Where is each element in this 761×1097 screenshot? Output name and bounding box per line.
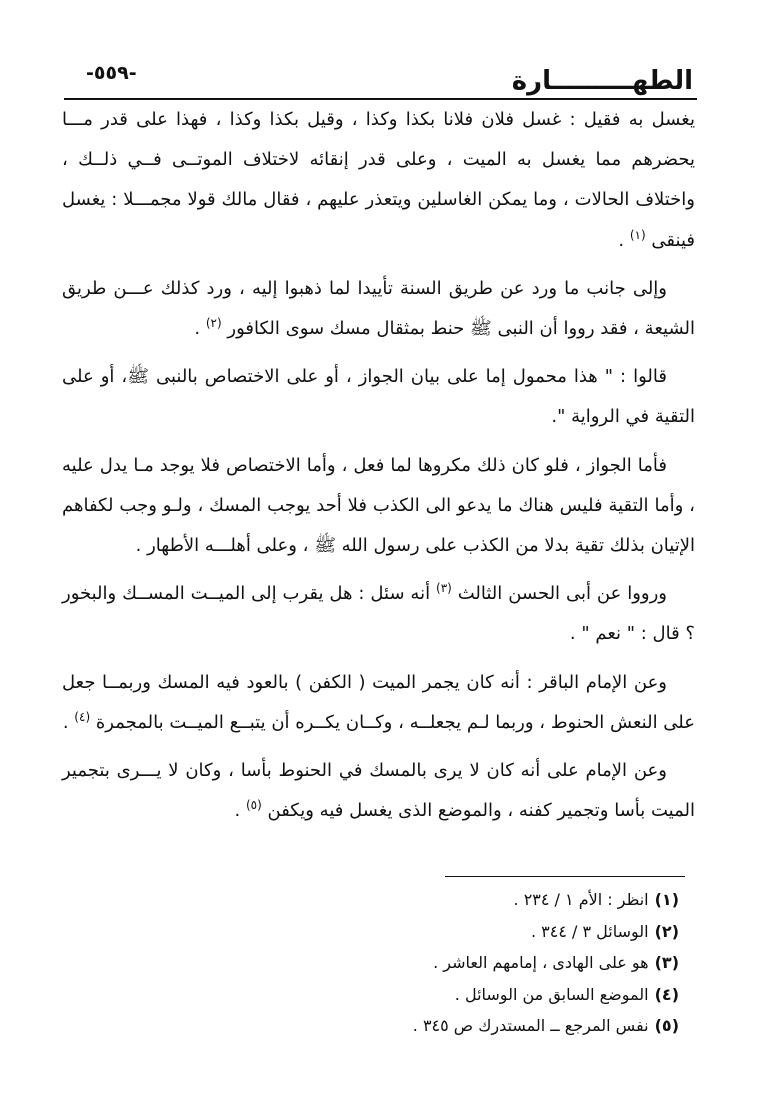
footnote-1 <box>259 884 679 916</box>
footnote-number: (١) <box>654 890 679 909</box>
footnote-5 <box>259 1010 679 1042</box>
paragraph-6 <box>62 663 695 743</box>
paragraph-text: قالوا : " هذا محمول إما على بيان الجواز ، أو على الاختصاص بالنبى ﷺ، أو على التقية في الرواية ". <box>62 366 695 428</box>
paragraph-text: فأما الجواز ، فلو كان ذلك مكروها لما فعل ، وأما الاختصاص فلا يوجد مـا يدل عليه ، وأما التقية فليس هناك ما يدعو الى الكذب فلا أحد يوجب المسك ، ولـو وجب لكفاهم الإتيان بذلك تقية بدلا من الكذب على رسول الله ﷺ ، وعلى أهلـــه الأطهار . <box>62 454 695 557</box>
footnote-text: نفس المرجع ــ المستدرك ص ٣٤٥ . <box>412 1016 649 1035</box>
paragraph-text: وعن الإمام الباقر : أنه كان يجمر الميت ( الكفن ) بالعود فيه المسك وربمــا جعل على النعش الحنوط ، وربما لـم يجعلــه ، وكــان يكــره أن يتبــع الميــت بالمجمرة <box>62 671 695 733</box>
footnote-text: الوسائل ٣ / ٣٤٤ . <box>530 921 649 941</box>
paragraph-end: . <box>194 318 201 340</box>
footnote-4 <box>259 979 679 1011</box>
footnote-3 <box>259 947 679 979</box>
page-number: -٥٥٩- <box>86 62 137 84</box>
running-title: الطهـــــــــارة <box>511 66 693 96</box>
paragraph-text-cont: أنه سئل : هل يقرب إلى الميــت المســك والبخور ؟ قال : " نعم " . <box>62 583 695 645</box>
footnote-ref-2: (٢) <box>205 316 222 331</box>
paragraph-text: وعن الإمام على أنه كان لا يرى بالمسك في الحنوط بأسا ، وكان لا يـــرى بتجمير الميت بأسا وتجمير كفنه ، والموضع الذى يغسل فيه ويكفن <box>62 760 695 822</box>
footnote-number: (٢) <box>654 921 679 941</box>
paragraph-4 <box>62 446 695 567</box>
footnote-ref-5: (٥) <box>245 798 262 813</box>
footnote-divider <box>445 876 685 877</box>
paragraph-end: . <box>62 711 69 733</box>
footnote-ref-1: (١) <box>629 227 646 242</box>
paragraph-3 <box>62 357 695 437</box>
footnote-number: (٣) <box>654 953 679 972</box>
footnote-2 <box>259 916 679 948</box>
main-text <box>62 100 695 839</box>
paragraph-text: ورووا عن أبى الحسن الثالث <box>457 583 667 605</box>
paragraph-text: وإلى جانب ما ورد عن طريق السنة تأييدا لما ذهبوا إليه ، ورد كذلك عـــن طريق الشيعة ، فقد رووا أن النبى ﷺ حنط بمثقال مسك سوى الكافور <box>62 277 695 340</box>
paragraph-1 <box>62 100 695 261</box>
footnote-number: (٥) <box>654 1016 679 1035</box>
paragraph-7 <box>62 751 695 831</box>
paragraph-2 <box>62 269 695 349</box>
footnote-ref-3: (٣) <box>436 581 452 596</box>
footnote-ref-4: (٤) <box>74 709 91 724</box>
footnote-text: هو على الهادى ، إمامهم العاشر . <box>433 953 649 972</box>
footnote-text: الموضع السابق من الوسائل . <box>454 984 649 1004</box>
paragraph-end: . <box>618 229 625 251</box>
footnotes <box>259 884 679 1042</box>
paragraph-5 <box>62 574 695 654</box>
footnote-text: انظر : الأم ١ / ٢٣٤ . <box>513 890 649 909</box>
paragraph-end: . <box>234 800 241 822</box>
paragraph-text: يغسل به فقيل : غسل فلان فلانا بكذا وكذا ، وقيل بكذا وكذا ، فهذا على قدر مـــا يحضرهم مما يغسل به الميت ، وعلى قدر إنقائه لاختلاف الموتــى فــي ذلــك ، واختلاف الحالات ، وما يمكن الغاسلين ويتعذر عليهم ، فقال مالك قولا مجمـــلا : يغسل فينقى <box>62 109 695 251</box>
footnote-number: (٤) <box>654 984 679 1004</box>
